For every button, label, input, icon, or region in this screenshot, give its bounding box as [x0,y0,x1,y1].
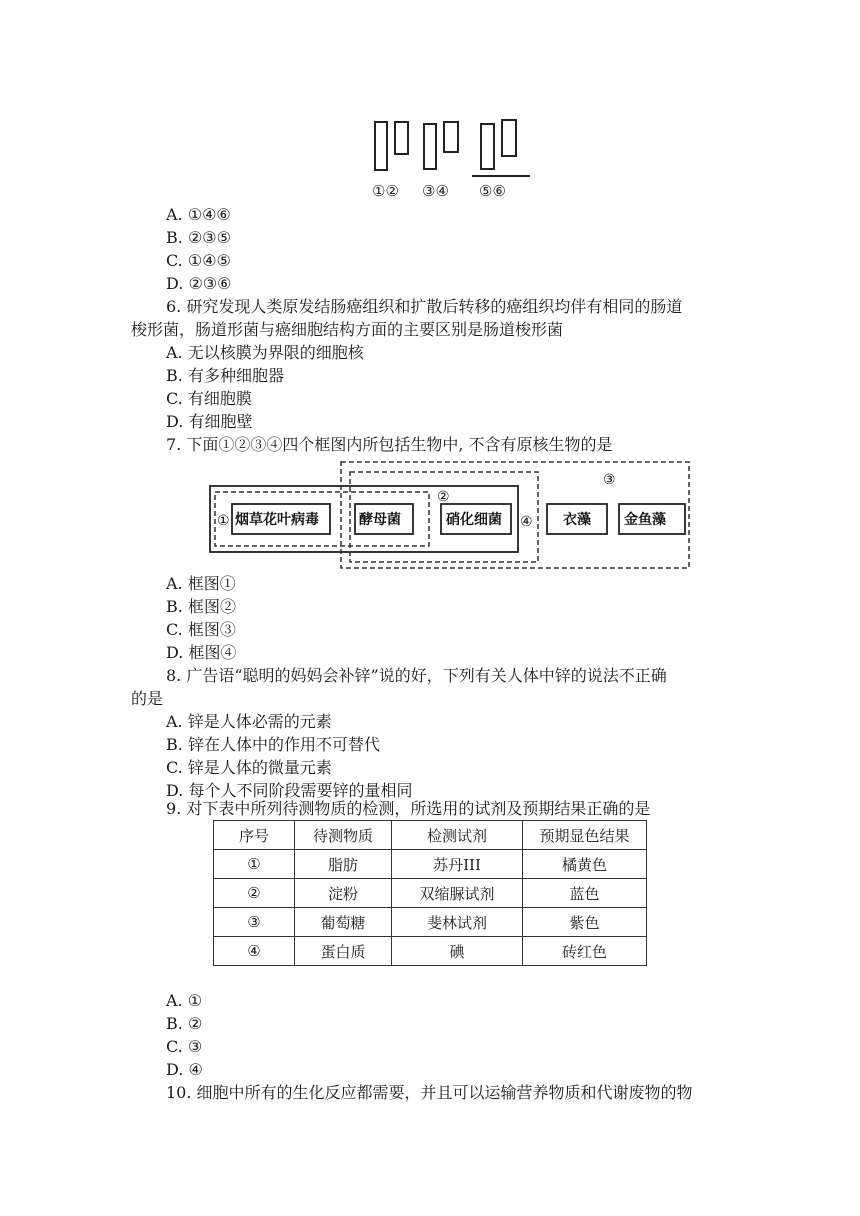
q8-stem-line1: 8. 广告语“聪明的妈妈会补锌”说的好，下列有关人体中锌的说法不正确 [166,666,667,685]
table-row [214,908,647,937]
q5-option-b: B. ②③⑤ [166,228,231,247]
q9-option-d: D. ④ [166,1060,203,1079]
frame-1-label: ① [217,513,230,529]
q8-option-b: B. 锌在人体中的作用不可替代 [166,735,380,754]
q6-option-c: C. 有细胞膜 [166,389,252,408]
table-cell: 脂肪 [295,850,392,879]
label-chlamydomonas: 衣藻 [563,512,591,528]
label-nitrifying: 硝化细菌 [446,512,502,528]
q8-option-a: A. 锌是人体必需的元素 [166,712,332,731]
lens-3 [424,124,436,169]
label-hornwort: 金鱼藻 [624,512,666,528]
lens-2 [395,122,408,154]
q9-option-a: A. ① [166,991,203,1010]
q7-option-d: D. 框图④ [166,643,237,662]
lens-1 [375,122,387,170]
q7-option-a: A. 框图① [166,574,236,593]
table-cell: 苏丹III [392,850,523,879]
q8-option-d: D. 每个人不同阶段需要锌的量相同 [166,781,413,800]
q9-reagent-table [213,820,647,966]
table-header-cell: 检测试剂 [392,821,523,850]
q5-option-a: A. ①④⑥ [166,205,231,224]
table-cell: 蛋白质 [295,937,392,966]
q6-option-a: A. 无以核膜为界限的细胞核 [166,343,364,362]
lens-label-56: ⑤⑥ [479,182,506,200]
q8-option-c: C. 锌是人体的微量元素 [166,758,332,777]
frame-3-label: ③ [603,472,616,488]
table-header-cell: 序号 [214,821,295,850]
q7-stem: 7. 下面①②③④四个框图内所包括生物中, 不含有原核生物的是 [166,435,613,454]
table-cell: 砖红色 [523,937,647,966]
table-cell: 紫色 [523,908,647,937]
table-cell: ④ [214,937,295,966]
table-cell: 淀粉 [295,879,392,908]
table-cell: ② [214,879,295,908]
table-cell: ① [214,850,295,879]
q10-stem: 10. 细胞中所有的生化反应都需要，并且可以运输营养物质和代谢废物的物 [166,1083,693,1102]
lens-6 [502,120,516,156]
q6-option-b: B. 有多种细胞器 [166,366,284,385]
q7-venn-diagram [205,458,695,572]
q7-option-c: C. 框图③ [166,620,236,639]
q7-option-b: B. 框图② [166,597,236,616]
label-tobacco-virus: 烟草花叶病毒 [235,512,319,528]
lens-figure [360,112,540,204]
table-row [214,937,647,966]
lens-5 [481,124,494,169]
table-cell: 蓝色 [523,879,647,908]
lens-4 [444,122,458,152]
lens-label-12: ①② [372,182,399,200]
table-cell: ③ [214,908,295,937]
frame-4-label: ④ [520,514,533,530]
table-row [214,879,647,908]
table-cell: 碘 [392,937,523,966]
q6-option-d: D. 有细胞壁 [166,412,253,431]
table-cell: 双缩脲试剂 [392,879,523,908]
label-yeast: 酵母菌 [359,512,401,528]
q6-stem-line2: 梭形菌，肠道形菌与癌细胞结构方面的主要区别是肠道梭形菌 [131,320,564,339]
table-cell: 斐林试剂 [392,908,523,937]
q8-stem-line2: 的是 [131,689,164,708]
q5-option-c: C. ①④⑤ [166,251,231,270]
table-header-cell: 预期显色结果 [523,821,647,850]
frame-2-label: ② [437,489,450,505]
q6-stem-line1: 6. 研究发现人类原发结肠癌组织和扩散后转移的癌组织均伴有相同的肠道 [166,297,683,316]
q5-option-d: D. ②③⑥ [166,274,232,293]
table-row [214,850,647,879]
q9-option-c: C. ③ [166,1037,203,1056]
q9-option-b: B. ② [166,1014,203,1033]
table-cell: 葡萄糖 [295,908,392,937]
lens-label-34: ③④ [422,182,449,200]
table-cell: 橘黄色 [523,850,647,879]
table-header-cell: 待测物质 [295,821,392,850]
table-header-row [214,821,647,850]
q9-stem: 9. 对下表中所列待测物质的检测，所选用的试剂及预期结果正确的是 [166,799,651,818]
